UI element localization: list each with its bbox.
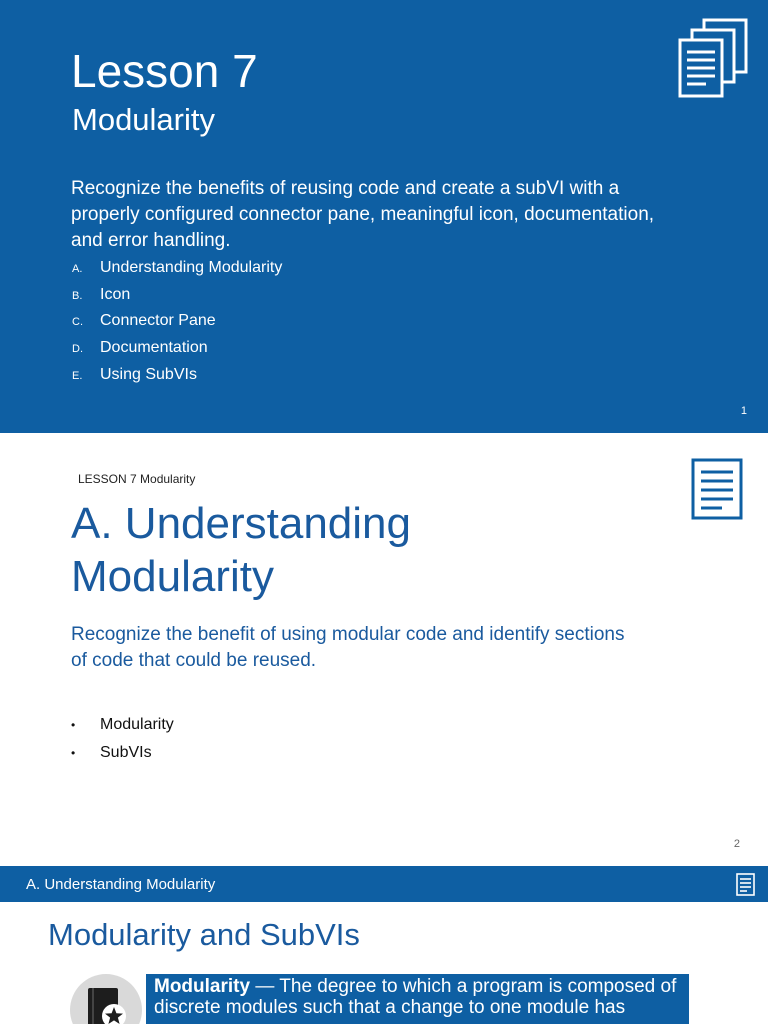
section-header-bar: [0, 866, 768, 902]
bullet-list: [71, 716, 174, 772]
definition-term: Modularity: [154, 976, 251, 997]
topic-label: Understanding Modularity: [100, 259, 283, 276]
topic-letter: E.: [72, 369, 83, 382]
section-objective: Recognize the benefit of using modular code and identify sections of code that could be reused.: [71, 624, 625, 671]
topic-item: [72, 366, 282, 393]
page-number: 2: [733, 838, 740, 850]
document-icon: [690, 457, 744, 521]
topic-letter: D.: [72, 343, 83, 356]
definition-badge: [70, 974, 142, 1024]
stacked-documents-icon: [676, 16, 752, 102]
definition-box: [146, 974, 689, 1024]
bullet-marker: •: [71, 718, 76, 732]
topic-letter: A.: [72, 263, 83, 275]
document-icon: [736, 873, 755, 896]
topic-list: [72, 259, 282, 392]
bullet-item: [71, 716, 174, 744]
slide-1: [0, 0, 768, 433]
topic-label: Documentation: [100, 339, 208, 357]
breadcrumb: LESSON 7 Modularity: [78, 472, 196, 486]
definition-text: — The degree to which a program is composed of discrete modules such that a change to one module has: [154, 976, 677, 1018]
topic-label: Icon: [100, 285, 131, 303]
slide-title: Modularity and SubVIs: [48, 917, 360, 952]
section-title: A. Understanding Modularity: [71, 499, 411, 601]
bullet-label: SubVIs: [100, 744, 152, 761]
section-header-title: A. Understanding Modularity: [26, 876, 216, 893]
bullet-item: [71, 744, 174, 772]
topic-label: Using SubVIs: [100, 365, 197, 383]
topic-item: [72, 259, 282, 286]
bullet-label: Modularity: [100, 716, 174, 733]
lesson-objective: Recognize the benefits of reusing code and create a subVI with a properly configured connector pane, meaningful icon, documentation, and error handling.: [71, 178, 655, 251]
topic-item: [72, 312, 282, 339]
topic-letter: C.: [72, 316, 83, 329]
bullet-marker: •: [71, 746, 76, 760]
slide-3: [0, 866, 768, 1024]
topic-item: [72, 339, 282, 366]
topic-label: Connector Pane: [100, 312, 216, 330]
slide-2: [0, 433, 768, 866]
topic-item: [72, 286, 282, 313]
lesson-title: Lesson 7: [71, 45, 258, 97]
page-number: 1: [740, 405, 747, 417]
lesson-subtitle: Modularity: [72, 102, 215, 137]
book-star-icon: [84, 984, 128, 1024]
topic-letter: B.: [72, 289, 83, 302]
